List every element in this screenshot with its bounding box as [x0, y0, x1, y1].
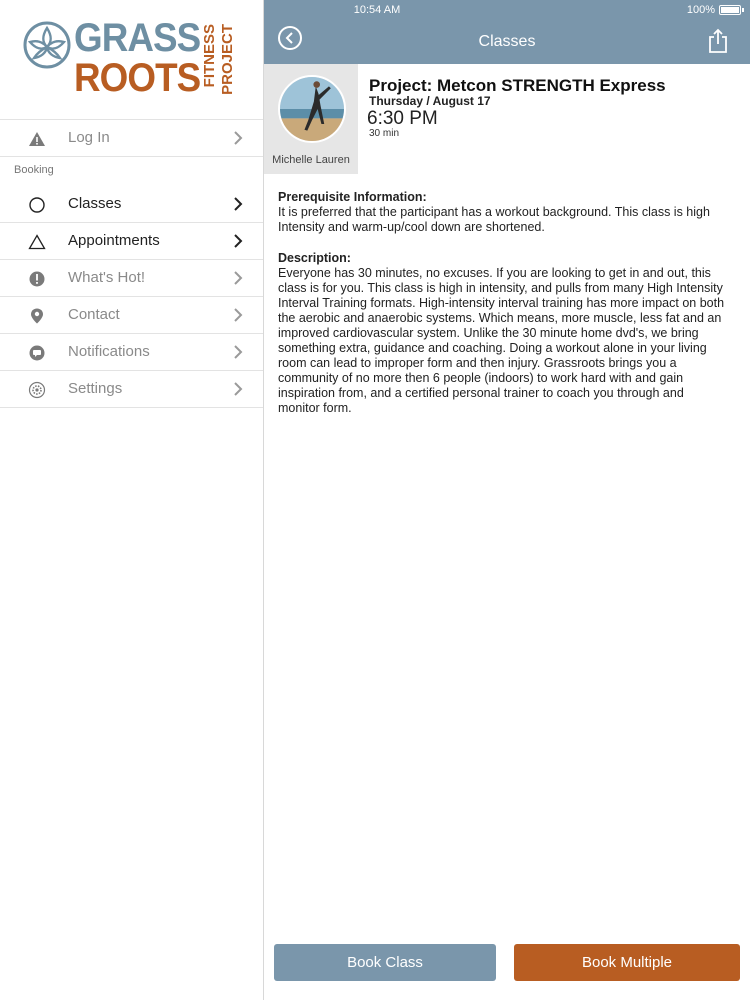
brand-word-roots: ROOTS [74, 56, 201, 100]
class-details [278, 190, 728, 432]
prerequisite-heading: Prerequisite Information: [278, 190, 427, 204]
sidebar-item-label: What's Hot! [68, 269, 146, 286]
chevron-right-icon [232, 343, 244, 361]
class-title: Project: Metcon STRENGTH Express [369, 76, 666, 95]
leaf-logo-icon [22, 20, 72, 70]
warning-icon [28, 130, 46, 148]
chevron-right-icon [232, 232, 244, 250]
sidebar-item-classes[interactable] [0, 186, 263, 223]
sidebar-item-label: Settings [68, 380, 123, 397]
status-time: 10:54 AM [353, 4, 401, 16]
sidebar-item-label: Appointments [68, 232, 160, 249]
chevron-right-icon [232, 129, 244, 147]
sidebar-item-settings[interactable] [0, 371, 263, 408]
section-label-booking: Booking [14, 164, 54, 176]
sidebar-item-notifications[interactable] [0, 334, 263, 371]
battery-status [687, 4, 744, 16]
book-class-button[interactable]: Book Class [274, 944, 496, 981]
brand-word-project: PROJECT [219, 24, 236, 95]
brand-logo [22, 18, 252, 102]
prerequisite-text: It is preferred that the participant has a workout background. This class is high Intensity and warm-up/cool down are shortened. [278, 205, 710, 234]
gear-icon [28, 381, 46, 399]
description-text: Everyone has 30 minutes, no excuses. If you are looking to get in and out, this class is for you. This class is high in intensity, and pulls from many High Intensity Interval Training formats. High-intensity interval training has more impact on both the aerobic and anaerobic systems. Which means, more muscle, less fat and an improved cardiovascular system. Unlike the 30 minute home dvd's, we bring something extra, guidance and coaching. Doing a workout alone in your living room can lead to improper form and then injury. Grassroots brings you a community of no more then 6 people (indoors) to work hard with and gain inspiration from, and a certified personal trainer to coach you through and monitor form. [278, 266, 725, 415]
battery-icon [719, 5, 741, 15]
brand-word-grass: GRASS [74, 16, 201, 60]
chevron-right-icon [232, 380, 244, 398]
instructor-name: Michelle Lauren [272, 154, 350, 166]
class-duration: 30 min [369, 128, 400, 139]
brand-tagline [200, 22, 240, 98]
sidebar-item-login[interactable] [0, 120, 263, 157]
exclamation-icon [28, 270, 46, 288]
book-multiple-button[interactable]: Book Multiple [514, 944, 740, 981]
navigation-header [264, 0, 750, 64]
sidebar [0, 0, 264, 1000]
sidebar-item-label: Log In [68, 129, 110, 146]
circle-icon [28, 196, 46, 214]
description-heading: Description: [278, 251, 351, 265]
class-date: Thursday / August 17 [369, 94, 491, 108]
chevron-right-icon [232, 195, 244, 213]
share-icon[interactable] [708, 28, 728, 54]
instructor-card[interactable] [264, 64, 358, 174]
page-title: Classes [478, 33, 536, 50]
chevron-right-icon [232, 269, 244, 287]
class-time: 6:30 PM [367, 108, 438, 129]
triangle-icon [28, 233, 46, 251]
location-pin-icon [28, 307, 46, 325]
sidebar-item-contact[interactable] [0, 297, 263, 334]
sidebar-item-label: Contact [68, 306, 120, 323]
sidebar-item-label: Classes [68, 195, 122, 212]
sidebar-item-label: Notifications [68, 343, 150, 360]
sidebar-item-appointments[interactable] [0, 223, 263, 260]
instructor-avatar [278, 75, 346, 143]
avatar-photo [280, 77, 344, 141]
battery-tip [742, 8, 744, 12]
chat-bubble-icon [28, 344, 46, 362]
battery-percent: 100% [686, 4, 715, 16]
brand-word-fitness: FITNESS [201, 24, 218, 88]
chevron-right-icon [232, 306, 244, 324]
sidebar-item-whats-hot[interactable] [0, 260, 263, 297]
